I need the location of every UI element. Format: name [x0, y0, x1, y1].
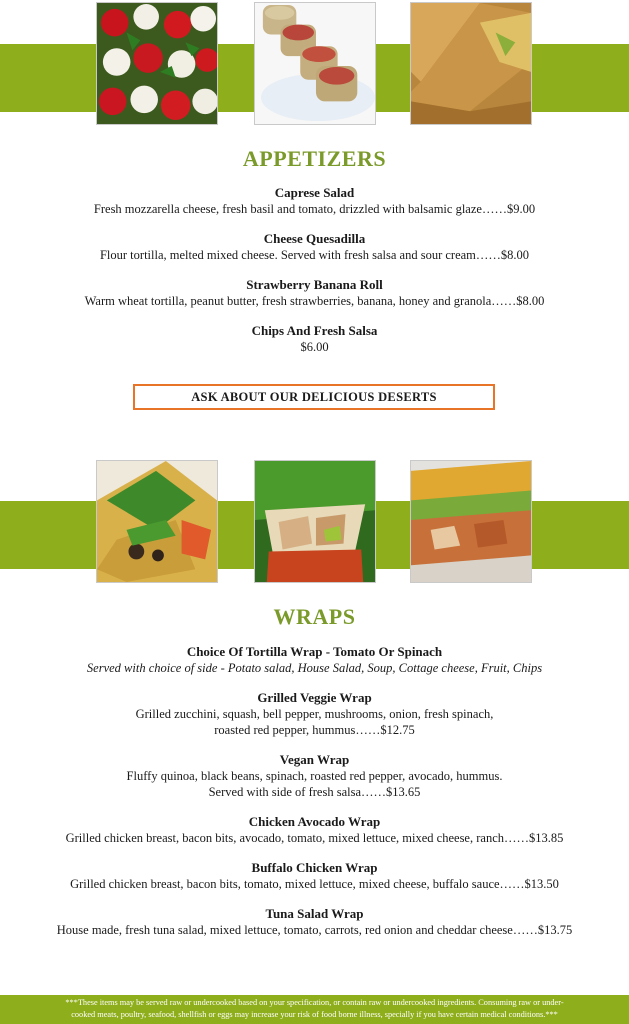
item-description: House made, fresh tuna salad, mixed lettuce, tomato, carrots, red onion and cheddar cheese……$13.75 — [56, 923, 573, 937]
raw-food-disclaimer — [0, 995, 629, 1024]
list-item — [0, 323, 629, 355]
list-item — [0, 906, 629, 938]
list-item — [0, 277, 629, 309]
ask-about-deserts-banner: ASK ABOUT OUR DELICIOUS DESERTS — [133, 384, 495, 410]
veggie-wrap-photo — [96, 460, 218, 583]
item-description: Warm wheat tortilla, peanut butter, fresh strawberries, banana, honey and granola……$8.00 — [84, 294, 545, 308]
item-name: Cheese Quesadilla — [263, 231, 366, 246]
list-item — [0, 231, 629, 263]
item-name: Chips And Fresh Salsa — [251, 323, 378, 338]
item-description: Grilled zucchini, squash, bell pepper, mushrooms, onion, fresh spinach, — [135, 707, 494, 721]
pinwheel-rolls-photo — [254, 2, 376, 125]
item-name: Chicken Avocado Wrap — [248, 814, 381, 829]
item-description: Fluffy quinoa, black beans, spinach, roasted red pepper, avocado, hummus. — [126, 769, 503, 783]
appetizers-list — [0, 185, 629, 369]
list-item — [0, 752, 629, 800]
appetizers-title: APPETIZERS — [242, 146, 387, 171]
wraps-intro — [0, 644, 629, 676]
list-item — [0, 814, 629, 846]
item-name: Grilled Veggie Wrap — [257, 690, 372, 705]
item-description: Fresh mozzarella cheese, fresh basil and tomato, drizzled with balsamic glaze……$9.00 — [93, 202, 536, 216]
item-description-cont: roasted red pepper, hummus……$12.75 — [214, 723, 415, 737]
item-description: Grilled chicken breast, bacon bits, avocado, tomato, mixed lettuce, mixed cheese, ranch……$13.85 — [65, 831, 564, 845]
list-item — [0, 860, 629, 892]
disclaimer-line: ***These items may be served raw or undercooked based on your specification, or contain raw or undercooked ingredients. Consuming raw or under- — [65, 998, 564, 1007]
item-description: Served with choice of side - Potato salad, House Salad, Soup, Cottage cheese, Fruit, Chips — [86, 661, 543, 675]
item-description: $6.00 — [300, 340, 329, 354]
wraps-title: WRAPS — [273, 604, 356, 629]
caprese-skewers-photo — [96, 2, 218, 125]
item-description-cont: Served with side of fresh salsa……$13.65 — [208, 785, 421, 799]
quesadilla-photo — [410, 2, 532, 125]
item-name: Tuna Salad Wrap — [265, 906, 364, 921]
buffalo-wrap-photo — [410, 460, 532, 583]
list-item — [0, 185, 629, 217]
wraps-list — [0, 644, 629, 952]
disclaimer-line: cooked meats, poultry, seafood, shellfish or eggs may increase your risk of food borne illness, specially if you have certain medical conditions.*** — [71, 1010, 558, 1019]
item-description: Grilled chicken breast, bacon bits, tomato, mixed lettuce, mixed cheese, buffalo sauce……$13.50 — [70, 877, 559, 891]
item-name: Vegan Wrap — [279, 752, 350, 767]
list-item — [0, 690, 629, 738]
item-name: Caprese Salad — [274, 185, 355, 200]
item-name: Strawberry Banana Roll — [246, 277, 383, 292]
chicken-wrap-photo — [254, 460, 376, 583]
item-name: Choice Of Tortilla Wrap - Tomato Or Spinach — [186, 644, 443, 659]
item-description: Flour tortilla, melted mixed cheese. Served with fresh salsa and sour cream……$8.00 — [99, 248, 530, 262]
item-name: Buffalo Chicken Wrap — [251, 860, 378, 875]
